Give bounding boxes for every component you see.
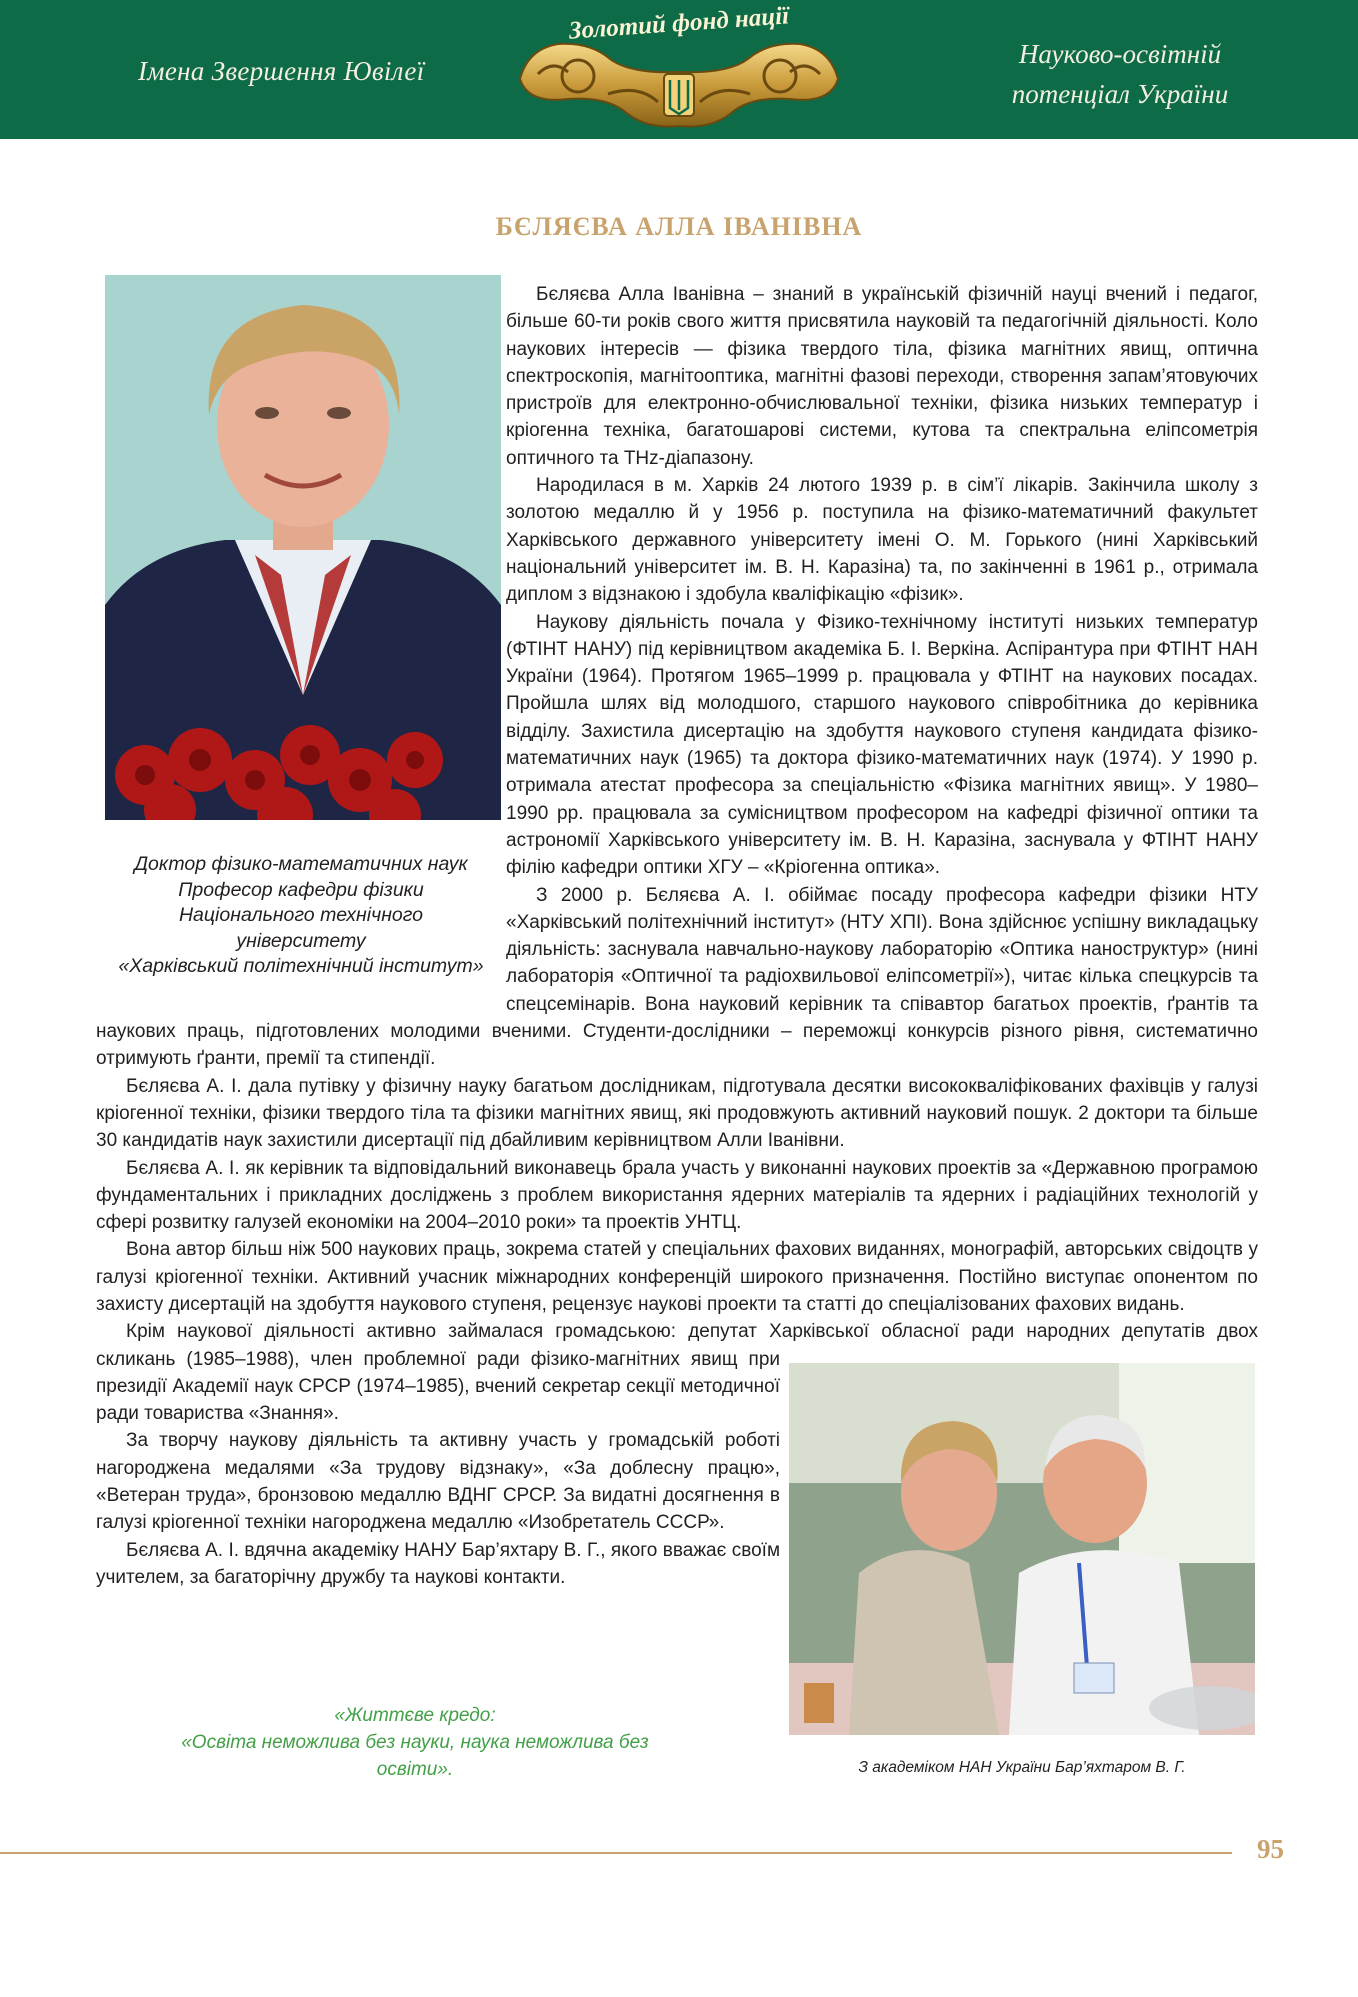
paragraph: Бєляєва А. І. дала путівку у фізичну науку багатьом дослідникам, підготувала десятки висококваліфікованих фахівців у галузі кріогенної техніки, фізики твердого тіла та фізики магнітних явищ, які продовжують активний науковий пошук. 2 доктори та більше 30 кандидатів наук захистили дисертації під дбайливим керівництвом Алли Іванівни. bbox=[96, 1075, 1258, 1152]
life-credo bbox=[150, 1702, 680, 1783]
paragraph: Бєляєва А. І. як керівник та відповідальний виконавець брала участь у виконанні наукових проектів за «Державною програмою фундаментальних і прикладних досліджень з проблем використання ядерних матеріалів та ядерних і радіаційних технологій у сфері розвитку галузей економіки на 2004–2010 роки» та проектів УНТЦ. bbox=[96, 1157, 1258, 1234]
paragraph: Вона автор більш ніж 500 наукових праць, зокрема статей у спеціальних фахових виданнях, монографій, авторських свідоцтв у галузі кріогенної техніки. Активний учасник міжнародних конференцій широкого призначення. Постійно виступає опонентом по захисту дисертацій на здобуття наукового ступеня, рецензує наукові проекти та статті до спеціалізованих фахових видань. bbox=[96, 1239, 1258, 1315]
paragraph: Бєляєва А. І. вдячна академіку НАНУ Бар’яхтару В. Г., якого вважає своїм учителем, за багаторічну дружбу та наукові контакти. bbox=[96, 1539, 780, 1588]
header-right-line2: потенціал України bbox=[1011, 79, 1229, 109]
caption-line: університету bbox=[236, 929, 366, 952]
paragraph: Народилася в м. Харків 24 лютого 1939 р. в сім’ї лікарів. Закінчила школу з золотою медаллю й у 1956 р. поступила на фізико-математичний факультет Харківського державного університету імені О. М. Горького (нині Харківський національний університет ім. В. Н. Каразіна) та, по закінченні в 1961 р., отримала диплом з відзнакою і здобула кваліфікацію «фізик». bbox=[506, 475, 1258, 606]
paragraph: Крім наукової діяльності активно займалася громадською: депутат Харківської обласної ради народних депутатів двох скликань (1985–1988), член проблемної ради фізико-магнітних явищ при президії Академії наук СРСР (1974–1985), вчений секретар секції методичної ради товариства «Знання». bbox=[96, 1321, 1258, 1425]
caption-line: Доктор фізико-математичних наук bbox=[134, 853, 468, 875]
page-title: БЄЛЯЄВА АЛЛА ІВАНІВНА bbox=[495, 212, 863, 241]
emblem-title: Золотий фонд нації bbox=[568, 2, 790, 45]
caption-line: «Харківський політехнічний інститут» bbox=[118, 955, 484, 977]
caption-line: Національного технічного bbox=[178, 904, 424, 926]
paragraph: За творчу наукову діяльність та активну участь у громадській роботі нагороджена медалями «За трудову відзнаку», «За доблесну працю», «Ветеран труда», бронзовою медаллю ВДНГ СРСР. За видатні досягнення в галузі кріогенної техніки нагороджена медаллю «Изобретатель СССР». bbox=[96, 1430, 780, 1534]
header-right-title bbox=[1010, 34, 1230, 114]
header-right-line1: Науково-освітній bbox=[1018, 39, 1222, 69]
credo-text: «Освіта неможлива без науки, наука неможлива без освіти». bbox=[181, 1732, 649, 1780]
footer-divider bbox=[0, 1852, 1232, 1854]
golden-fund-emblem bbox=[498, 4, 860, 136]
page-number: 95 bbox=[1257, 1834, 1284, 1864]
group-photo-caption: З академіком НАН України Бар’яхтаром В. Г. bbox=[858, 1759, 1186, 1776]
paragraph: Бєляєва Алла Іванівна – знаний в українській фізичній науці вчений і педагог, більше 60-ти років свого життя присвятила науковій та педагогічній діяльності. Коло наукових інтересів — фізика твердого тіла, фізика магнітних явищ, оптична спектроскопія, магнітооптика, магнітні фазові переходи, створення запам’ятовуючих пристроїв для електронно-обчислювальної техніки, фізика низьких температур і кріогенна техніка, багатошарові системи, кутова та спектральна еліпсометрія оптичного та THz-діапазону. bbox=[506, 284, 1258, 469]
header-band bbox=[0, 0, 1358, 139]
paragraph: З 2000 р. Бєляєва А. І. обіймає посаду професора кафедри фізики НТУ «Харківський політехнічний інститут» (НТУ ХПІ). Вона здійснює успішну викладацьку діяльність: заснувала навчально-наукову лабораторію «Оптика наноструктур» (нині лабораторія «Оптичної та радіохвильової еліпсометрії»), читає кілька спецкурсів та спецсемінарів. Вона науковий керівник та співавтор багатьох проектів, ґрантів та наукових праць, підготовлених молодими вченими. Студенти-дослідники – переможці конкурсів різного рівня, систематично отримують ґранти, премії та стипендії. bbox=[96, 884, 1258, 1070]
header-left-title: Імена Звершення Ювілеї bbox=[138, 56, 425, 86]
credo-heading: «Життєве кредо: bbox=[334, 1705, 496, 1726]
paragraph: Наукову діяльність почала у Фізико-технічному інституті низьких температур (ФТІНТ НАНУ) під керівництвом академіка Б. І. Веркіна. Аспірантура при ФТІНТ НАН України (1964). Протягом 1965–1999 р. працювала у ФТІНТ на наукових посадах. Пройшла шлях від молодшого, старшого наукового співробітника до керівника відділу. Захистила дисертацію на здобуття наукового ступеня кандидата фізико-математичних наук (1965) та доктора фізико-математичних наук (1974). У 1990 р. отримала атестат професора за спеціальністю «Фізика магнітних явищ». У 1980–1990 рр. працювала за сумісництвом професором на кафедрі фізичної оптики та астрономії Харківського університету ім. В. Н. Каразіна, заснувала у ФТІНТ НАНУ філію кафедри оптики ХГУ – «Кріогенна оптика». bbox=[506, 611, 1258, 879]
caption-line: Професор кафедри фізики bbox=[178, 878, 424, 901]
